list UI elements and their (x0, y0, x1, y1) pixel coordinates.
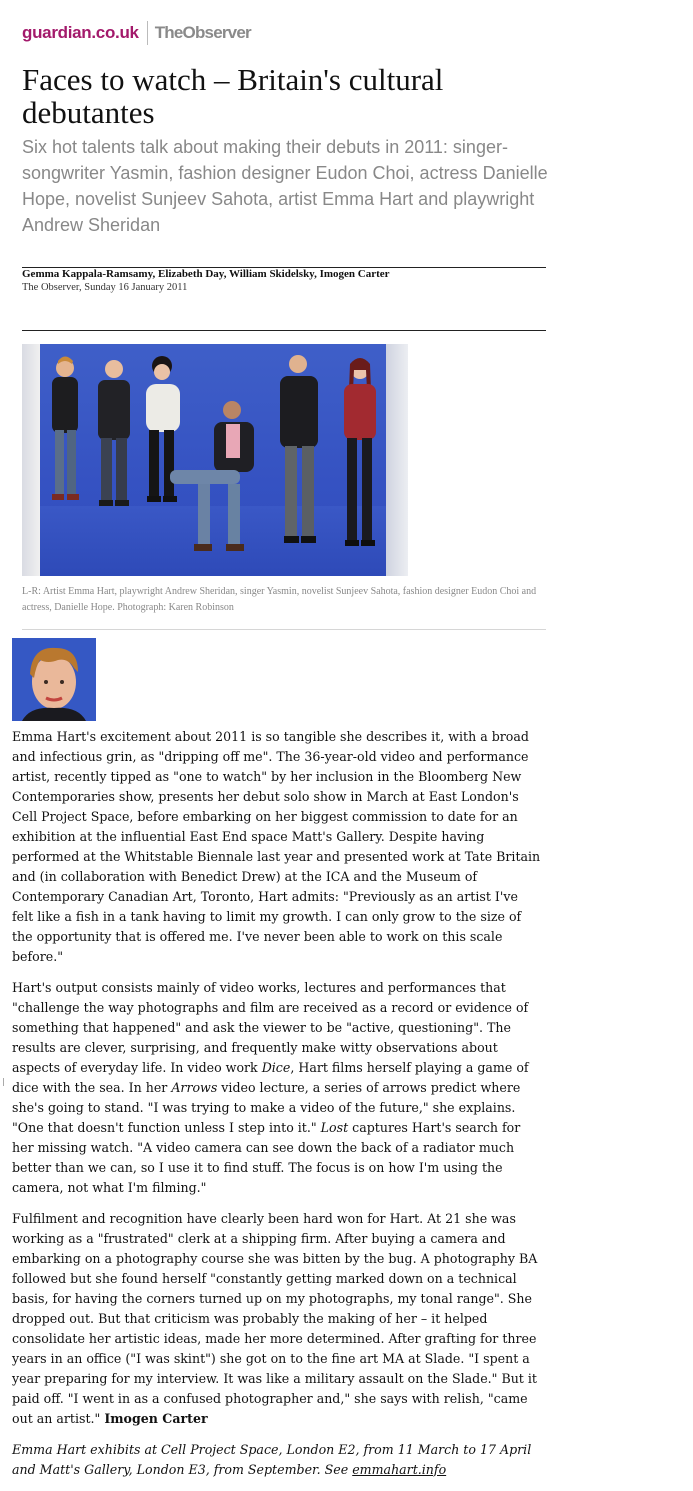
person-figure (280, 355, 318, 543)
author-link[interactable]: William Skidelsky (229, 268, 315, 280)
emma-hart-portrait (12, 638, 96, 721)
work-title-arrows: Arrows (171, 1080, 218, 1095)
byline-bottom-rule (22, 330, 546, 331)
observer-logo[interactable]: TheObserver (154, 23, 251, 42)
person-figure (170, 401, 254, 551)
person-figure (52, 357, 79, 501)
portrait-figure (12, 638, 96, 721)
closing-note: Emma Hart exhibits at Cell Project Space, London E2, from 11 March to 17 April and Matt's Gallery, London E3, from September. See emmahart.info (12, 1442, 532, 1477)
byline (22, 268, 546, 281)
logo-divider (147, 21, 148, 45)
body-paragraph: Emma Hart's excitement about 2011 is so tangible she describes it, with a broad and infectious grin, as "dripping off me". The 36-year-old video and performance artist, recently tipped as "one to watch" by her inclusion in the Bloomberg New Contemporaries show, presents her debut solo show in March at East London's Cell Project Space, before embarking on her biggest commission to date for an exhibition at the influential East End space Matt's Gallery. Despite having performed at the Whitstable Biennale last year and presented work at Tate Britain and (in collaboration with Benedict Drew) at the ICA and the Museum of Contemporary Canadian Art, Toronto, Hart admits: "Previously as an artist I've felt like a fish in a tank having to limit my growth. I can only grow to the size of the opportunity that is offered me. I've never been able to work on this scale before." (12, 729, 541, 964)
work-title-dice: Dice (261, 1060, 291, 1075)
body-paragraph: Fulfilment and recognition have clearly been hard won for Hart. At 21 she was working as a "frustrated" clerk at a shipping firm. After buying a camera and embarking on a photography course she was bitten by the bug. A photography BA followed but she found herself "constantly getting marked down on a technical basis, for having the corners turned up on my photographs, my tonal range". She dropped out. But that criticism was probably the making of her – it helped consolidate her artistic ideas, made her more determined. After grafting for three years in an office ("I was skint") she got on to the fine art MA at Slade. "I spent a year preparing for my interview. It was like a military assault on the Slade." But it paid off. "I went in as a confused photographer and," she says with relish, "came out an artist." Imogen Carter (12, 1211, 538, 1426)
author-separator: , (223, 268, 229, 280)
person-figure (98, 360, 130, 506)
group-photo-figures (22, 344, 408, 576)
author-separator: , (152, 268, 158, 280)
photo-caption: L-R: Artist Emma Hart, playwright Andrew Sheridan, singer Yasmin, novelist Sunjeev Sahota, fashion designer Eudon Choi and actress, Danielle Hope. Photograph: Karen Robinson (22, 586, 537, 613)
author-separator: , (314, 268, 320, 280)
masthead-logo[interactable] (22, 20, 251, 46)
author-link[interactable]: Imogen Carter (319, 268, 390, 280)
guardian-logo[interactable]: guardian.co.uk (22, 23, 139, 42)
caption-divider (22, 629, 546, 630)
person-figure (344, 358, 376, 546)
body-paragraph: Hart's output consists mainly of video works, lectures and performances that "challenge the way photographs and film are received as a record or evidence of something that happened" and ask the viewer to be "active, questioning". The results are clever, surprising, and frequently make witty observations about aspects of everyday life. In video work Dice, Hart films herself playing a game of dice with the sea. In her Arrows video lecture, a series of arrows predict where she's going to stand. "I was trying to make a video of the future," she explains. "One that doesn't function unless I step into it." Lost captures Hart's search for her missing watch. "A video camera can see down the back of a radiator much better than we can, so I use it to find stuff. The focus is on how I'm using the camera, not what I'm filming." (12, 980, 529, 1195)
article-headline: Faces to watch – Britain's cultural debutantes (22, 62, 444, 130)
dateline: The Observer, Sunday 16 January 2011 (22, 282, 188, 293)
group-photo (22, 344, 408, 576)
emmahart-link[interactable]: emmahart.info (352, 1462, 447, 1477)
article-body (12, 727, 542, 1491)
article-signoff: Imogen Carter (104, 1411, 208, 1426)
author-link[interactable]: Gemma Kappala-Ramsamy (22, 268, 153, 280)
author-link[interactable]: Elizabeth Day (157, 268, 224, 280)
margin-marker (3, 1078, 4, 1086)
article-standfirst: Six hot talents talk about making their debuts in 2011: singer-songwriter Yasmin, fashion designer Eudon Choi, actress Danielle Hope, novelist Sunjeev Sahota, artist Emma Hart and playwright Andrew Sheridan (22, 137, 548, 235)
work-title-lost: Lost (320, 1120, 349, 1135)
